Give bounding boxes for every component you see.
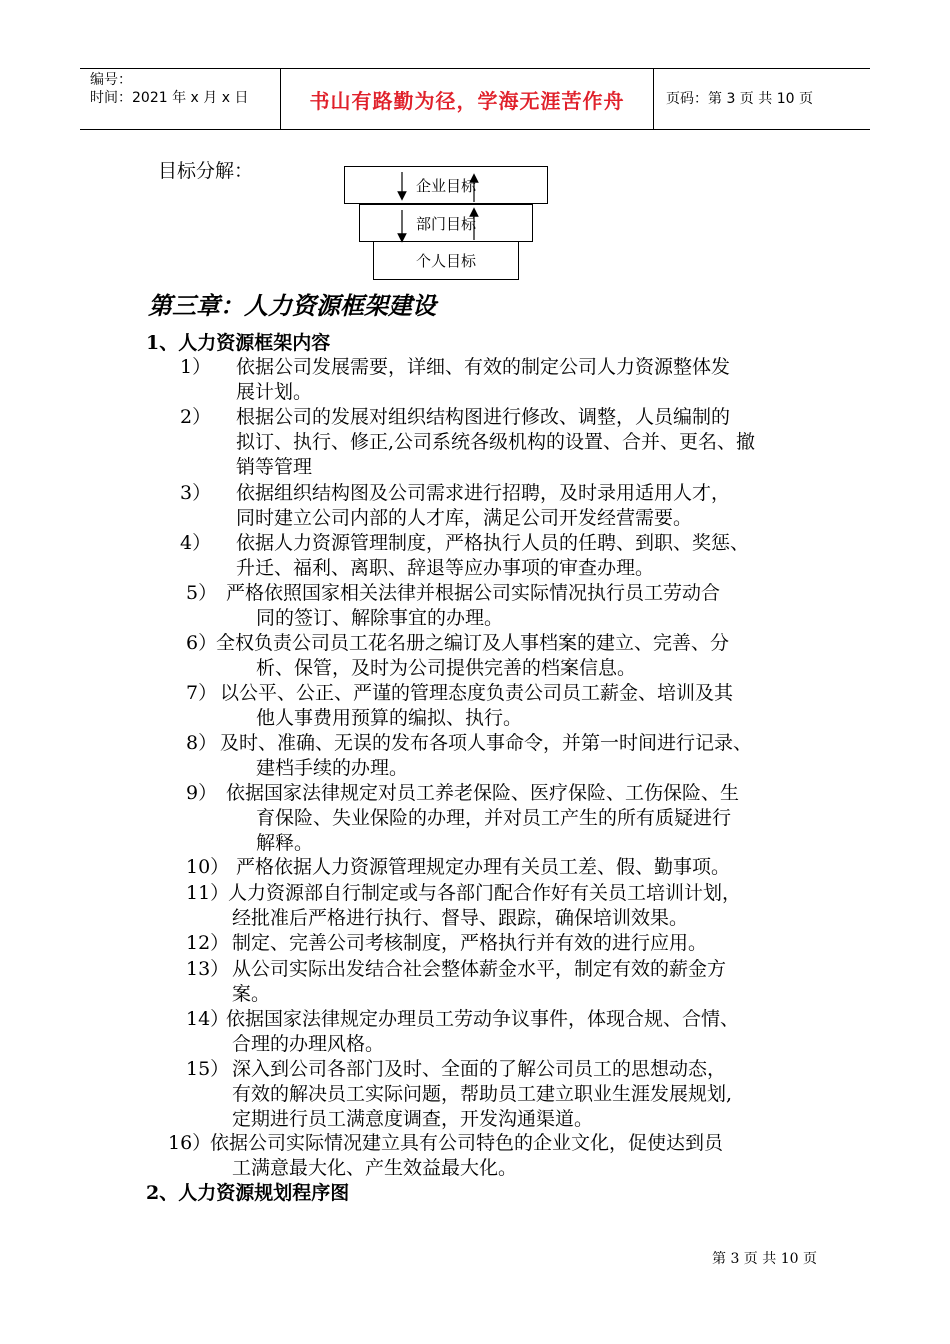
- list-item-number: 13）: [186, 958, 230, 980]
- list-item-number: 4）: [180, 532, 212, 554]
- motto: 书山有路勤为径，学海无涯苦作舟: [309, 88, 625, 113]
- list-item-number: 1）: [180, 356, 212, 378]
- diagram-box-department-label: 部门目标: [415, 214, 476, 233]
- list-item-line: 有效的解决员工实际问题，帮助员工建立职业生涯发展规划,: [232, 1083, 733, 1105]
- list-item-line: 严格依据人力资源管理规定办理有关员工差、假、勤事项。: [236, 856, 731, 878]
- list-item-number: 8）: [186, 732, 218, 754]
- list-item-number: 7）: [186, 682, 218, 704]
- list-item-line: 解释。: [256, 832, 314, 854]
- list-item-number: 5）: [186, 582, 218, 604]
- list-item-line: 依据公司发展需要，详细、有效的制定公司人力资源整体发: [236, 356, 731, 378]
- list-item-number: 3）: [180, 482, 212, 504]
- list-item-line: 深入到公司各部门及时、全面的了解公司员工的思想动态，: [232, 1058, 727, 1080]
- diagram-box-company-label: 企业目标: [415, 176, 476, 195]
- list-item-line: 合理的办理风格。: [232, 1033, 385, 1055]
- list-item-number: 6）: [186, 632, 218, 654]
- list-item-number: 10）: [186, 856, 230, 878]
- list-item-line: 案。: [232, 983, 271, 1005]
- list-item-number: 11）: [186, 882, 230, 904]
- list-item-line: 及时、准确、无误的发布各项人事命令，并第一时间进行记录、: [220, 732, 753, 754]
- list-item-line: 拟订、执行、修正,公司系统各级机构的设置、合并、更名、撤: [236, 431, 756, 453]
- list-item-line: 同的签订、解除事宜的办理。: [256, 607, 504, 629]
- list-item-line: 他人事费用预算的编拟、执行。: [256, 707, 523, 729]
- list-item-line: 析、保管，及时为公司提供完善的档案信息。: [256, 657, 637, 679]
- list-item-line: 依据公司实际情况建立具有公司特色的企业文化，促使达到员: [210, 1132, 724, 1154]
- list-item-line: 根据公司的发展对组织结构图进行修改、调整，人员编制的: [236, 406, 731, 428]
- list-item-number: 16）: [168, 1132, 212, 1154]
- list-item-number: 15）: [186, 1058, 230, 1080]
- list-item-line: 依据人力资源管理制度，严格执行人员的任聘、到职、奖惩、: [236, 532, 750, 554]
- list-item-line: 全权负责公司员工花名册之编订及人事档案的建立、完善、分: [216, 632, 730, 654]
- list-item-line: 定期进行员工满意度调查，开发沟通渠道。: [232, 1108, 594, 1130]
- list-item-line: 同时建立公司内部的人才库，满足公司开发经营需要。: [236, 507, 693, 529]
- page-label: 页码：第 3 页 共 10 页: [666, 91, 813, 107]
- list-item-number: 14）: [186, 1008, 230, 1030]
- list-item-line: 升迁、福利、离职、辞退等应办事项的审查办理。: [236, 557, 655, 579]
- section1-title: 1、人力资源框架内容: [146, 332, 331, 354]
- list-item-line: 工满意最大化、产生效益最大化。: [232, 1157, 518, 1179]
- list-item-line: 依据国家法律规定办理员工劳动争议事件，体现合规、合情、: [226, 1008, 740, 1030]
- list-item-line: 以公平、公正、严谨的管理态度负责公司员工薪金、培训及其: [220, 682, 734, 704]
- list-item-line: 从公司实际出发结合社会整体薪金水平，制定有效的薪金方: [232, 958, 727, 980]
- diagram-box-personal-label: 个人目标: [415, 252, 476, 270]
- list-item-line: 制定、完善公司考核制度，严格执行并有效的进行应用。: [232, 932, 708, 954]
- list-item-number: 12）: [186, 932, 230, 954]
- list-item-line: 依据组织结构图及公司需求进行招聘，及时录用适用人才，: [236, 482, 731, 504]
- time-label: 时间：2021 年 x 月 x 日: [90, 90, 249, 106]
- list-item-line: 依据国家法律规定对员工养老保险、医疗保险、工伤保险、生: [226, 782, 740, 804]
- list-item-line: 人力资源部自行制定或与各部门配合作好有关员工培训计划，: [228, 882, 742, 904]
- list-item-line: 销等管理: [236, 456, 313, 478]
- list-item-line: 展计划。: [236, 381, 313, 403]
- page-footer: 第 3 页 共 10 页: [712, 1251, 817, 1267]
- chapter-title: 第三章：人力资源框架建设: [148, 291, 436, 320]
- section2-title: 2、人力资源规划程序图: [146, 1182, 350, 1204]
- list-item-line: 经批准后严格进行执行、督导、跟踪，确保培训效果。: [232, 907, 689, 929]
- number-label: 编号：: [90, 72, 132, 88]
- list-item-line: 严格依照国家相关法律并根据公司实际情况执行员工劳动合: [226, 582, 721, 604]
- list-item-line: 育保险、失业保险的办理，并对员工产生的所有质疑进行: [256, 807, 732, 829]
- list-item-line: 建档手续的办理。: [256, 757, 409, 779]
- goal-label: 目标分解：: [158, 160, 254, 182]
- list-item-number: 9）: [186, 782, 218, 804]
- list-item-number: 2）: [180, 406, 212, 428]
